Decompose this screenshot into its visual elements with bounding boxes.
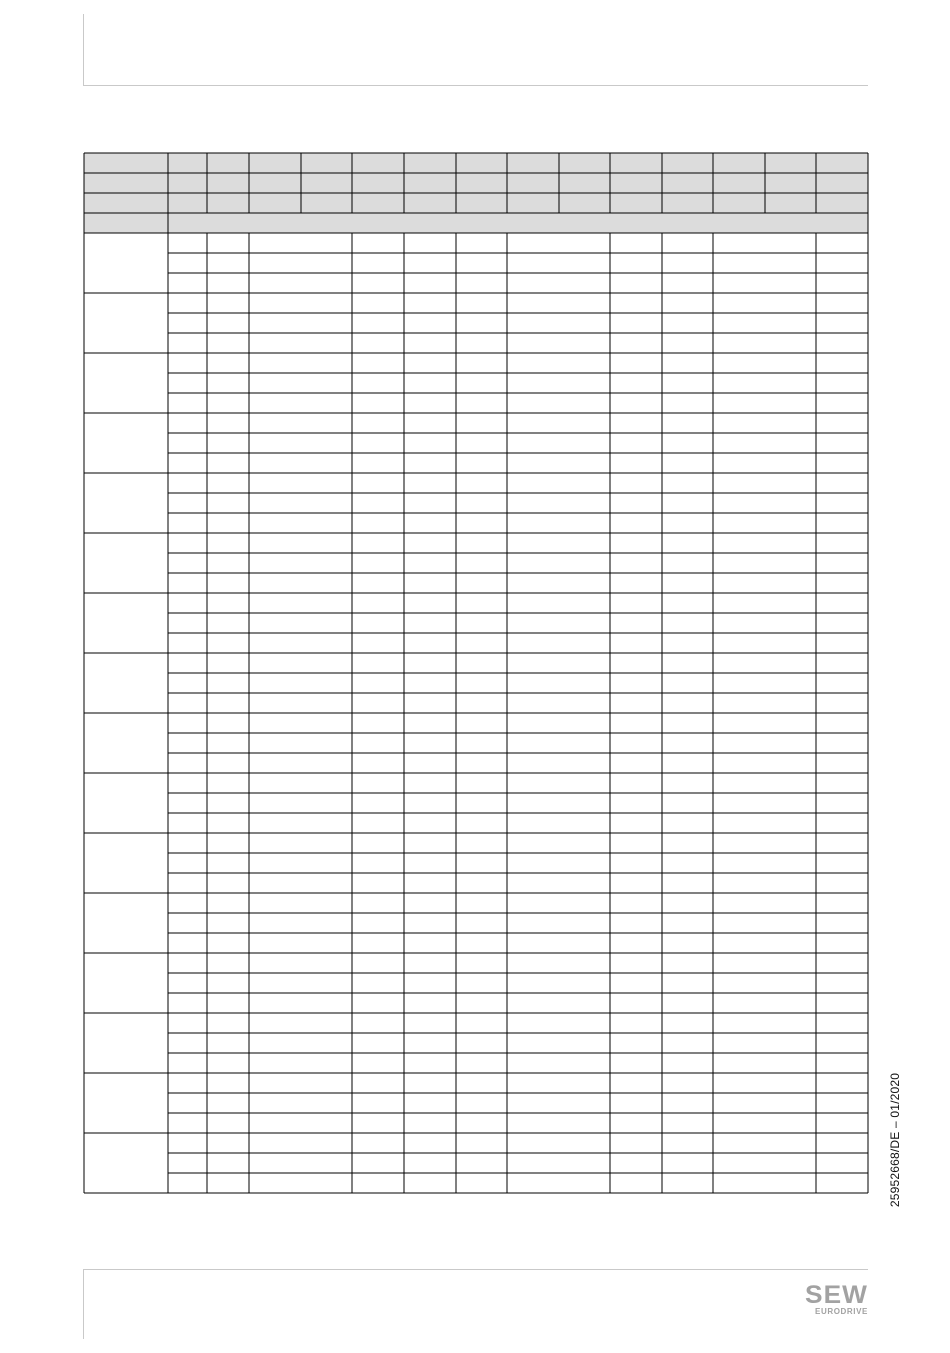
footer-rule-horizontal xyxy=(83,1269,868,1270)
document-id: 25952668/DE – 01/2020 xyxy=(888,1072,902,1208)
logo-subline: EURODRIVE xyxy=(815,1307,868,1316)
footer-rule-vertical xyxy=(83,1269,84,1339)
sew-eurodrive-logo xyxy=(798,1283,868,1317)
logo-wordmark: SEW xyxy=(805,1281,868,1309)
